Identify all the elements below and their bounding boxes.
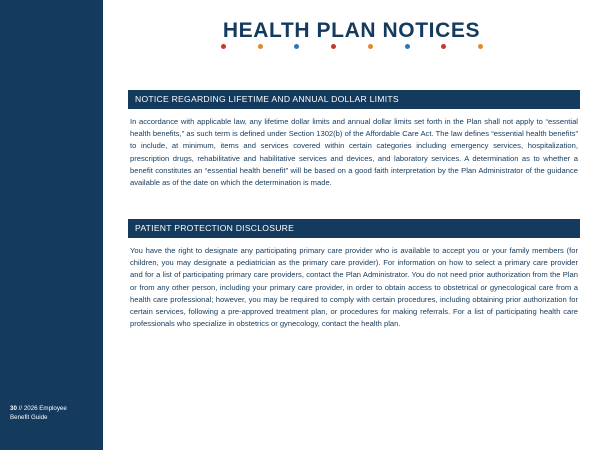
dot-red-3	[441, 44, 446, 49]
dot-orange-3	[478, 44, 483, 49]
left-navy-strip	[0, 0, 103, 450]
footer-guide-subtitle: Benefit Guide	[10, 414, 48, 421]
dot-red-2	[331, 44, 336, 49]
footer-guide-title: 2026 Employee	[23, 405, 67, 412]
dot-orange	[258, 44, 263, 49]
content-column	[103, 0, 600, 450]
footer	[10, 404, 98, 422]
section-lifetime-annual-dollar-limits	[128, 90, 580, 189]
decorative-dot-row	[221, 42, 483, 50]
dot-red	[221, 44, 226, 49]
section-heading: PATIENT PROTECTION DISCLOSURE	[128, 219, 580, 238]
section-patient-protection-disclosure	[128, 219, 580, 330]
dot-blue-2	[405, 44, 410, 49]
footer-separator: //	[18, 405, 23, 412]
page-number: 30	[10, 405, 17, 412]
dot-blue	[294, 44, 299, 49]
section-body: In accordance with applicable law, any lifetime dollar limits and annual dollar limits set forth in the Plan shall not apply to “essential health benefits,” as such term is defined under Section 1302(b) of the Affordable Care Act. The law defines “essential health benefits” to include, at minimum, items and services covered within certain categories including emergency services, hospitalization, prescription drugs, rehabilitative and habilitative services and devices, and laboratory services. A determination as to whether a benefit constitutes an “essential health benefit” will be based on a good faith interpretation by the Plan Administrator of the guidance available as of the date on which the determination is made.	[130, 117, 578, 188]
section-body: You have the right to designate any participating primary care provider who is available to accept you or your family members (for children, you may designate a pediatrician as the primary care provider). For information on how to select a primary care provider and for a list of participating primary care providers, contact the Plan Administrator. You do not need prior authorization from the Plan or from any other person, including your primary care provider, in order to obtain access to obstetrical or gynecological care from a health care professional; however, you may be required to comply with certain procedures, including obtaining prior authorization for certain services, following a pre-approved treatment plan, or procedures for making referrals. For a list of participating health care professionals who specialize in obstetrics or gynecology, contact the health plan.	[130, 246, 578, 329]
section-heading: NOTICE REGARDING LIFETIME AND ANNUAL DOLLAR LIMITS	[128, 90, 580, 109]
dot-orange-2	[368, 44, 373, 49]
page-title: HEALTH PLAN NOTICES	[222, 19, 481, 42]
